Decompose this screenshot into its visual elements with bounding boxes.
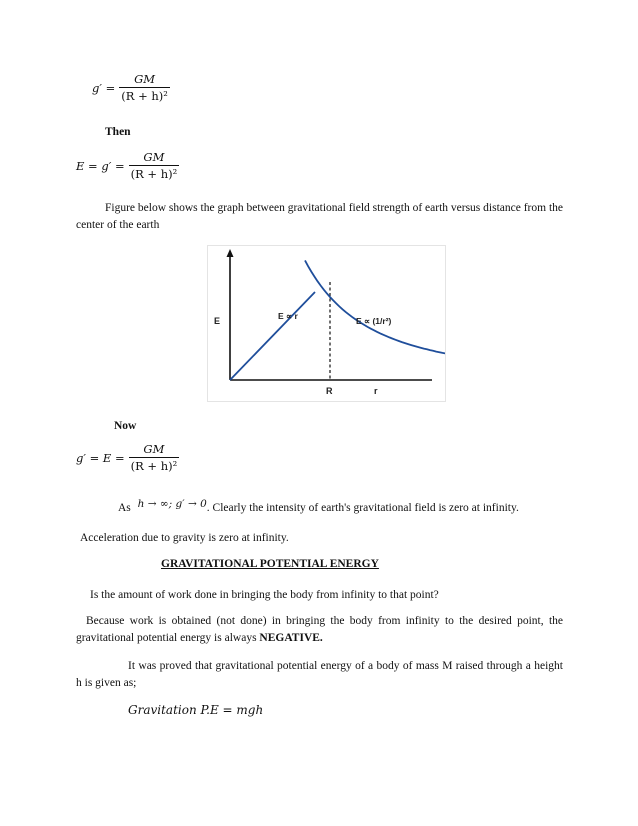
fraction-denominator: (R + h)² — [130, 459, 178, 473]
inverse-annotation: E ∝ (1/r²) — [356, 316, 392, 326]
series-line-inverse-square — [305, 260, 445, 361]
acceleration-line: Acceleration due to gravity is zero at infinity. — [80, 532, 289, 544]
fraction-numerator: GM — [143, 150, 165, 164]
linear-annotation: E ∝ r — [278, 311, 298, 321]
x-axis-label: r — [374, 386, 378, 396]
section-heading: GRAVITATIONAL POTENTIAL ENERGY — [161, 558, 379, 570]
because-text: Because work is obtained (not done) in bringing the body from infinity to the desired point, the gravitational potential energy is always — [76, 615, 563, 644]
because-paragraph — [76, 613, 563, 647]
as-prefix: As — [118, 502, 131, 514]
y-axis-label: E — [214, 316, 221, 326]
y-axis-arrow-icon — [227, 249, 234, 257]
proved-paragraph: It was proved that gravitational potential energy of a body of mass M raised through a height h is given as; — [76, 660, 563, 689]
then-label: Then — [105, 126, 131, 138]
now-label: Now — [114, 420, 137, 432]
fraction-denominator: (R + h)² — [121, 89, 168, 103]
as-infinity-line — [118, 500, 519, 517]
fraction-numerator: GM — [134, 72, 156, 86]
fraction — [129, 442, 180, 473]
series-line-linear — [230, 292, 315, 380]
fraction-denominator: (R + h)² — [130, 167, 178, 181]
negative-word: NEGATIVE. — [259, 632, 323, 644]
equation-lhs: g′ = E = — [76, 450, 125, 465]
fraction-numerator: GM — [143, 442, 165, 456]
figure-intro-paragraph: Figure below shows the graph between gravitational field strength of earth versus distance from the center of the earth — [76, 202, 563, 231]
equation-e-equals-g — [76, 150, 179, 181]
fraction — [129, 150, 180, 181]
final-equation: Gravitation P.E = mgh — [128, 703, 264, 717]
graph-svg — [208, 246, 445, 401]
equation-g-equals-e — [76, 442, 179, 473]
equation-lhs: E = g′ = — [76, 158, 125, 173]
equation-lhs: g′ = — [92, 80, 116, 95]
fraction — [119, 72, 170, 103]
as-math: h → ∞; g′ → 0 — [137, 498, 207, 510]
x-tick-R: R — [326, 386, 333, 396]
field-strength-graph — [207, 245, 446, 402]
equation-g-prime — [92, 72, 170, 103]
definition-line: Is the amount of work done in bringing the body from infinity to that point? — [90, 589, 439, 601]
as-suffix: . Clearly the intensity of earth's gravitational field is zero at infinity. — [206, 502, 519, 514]
